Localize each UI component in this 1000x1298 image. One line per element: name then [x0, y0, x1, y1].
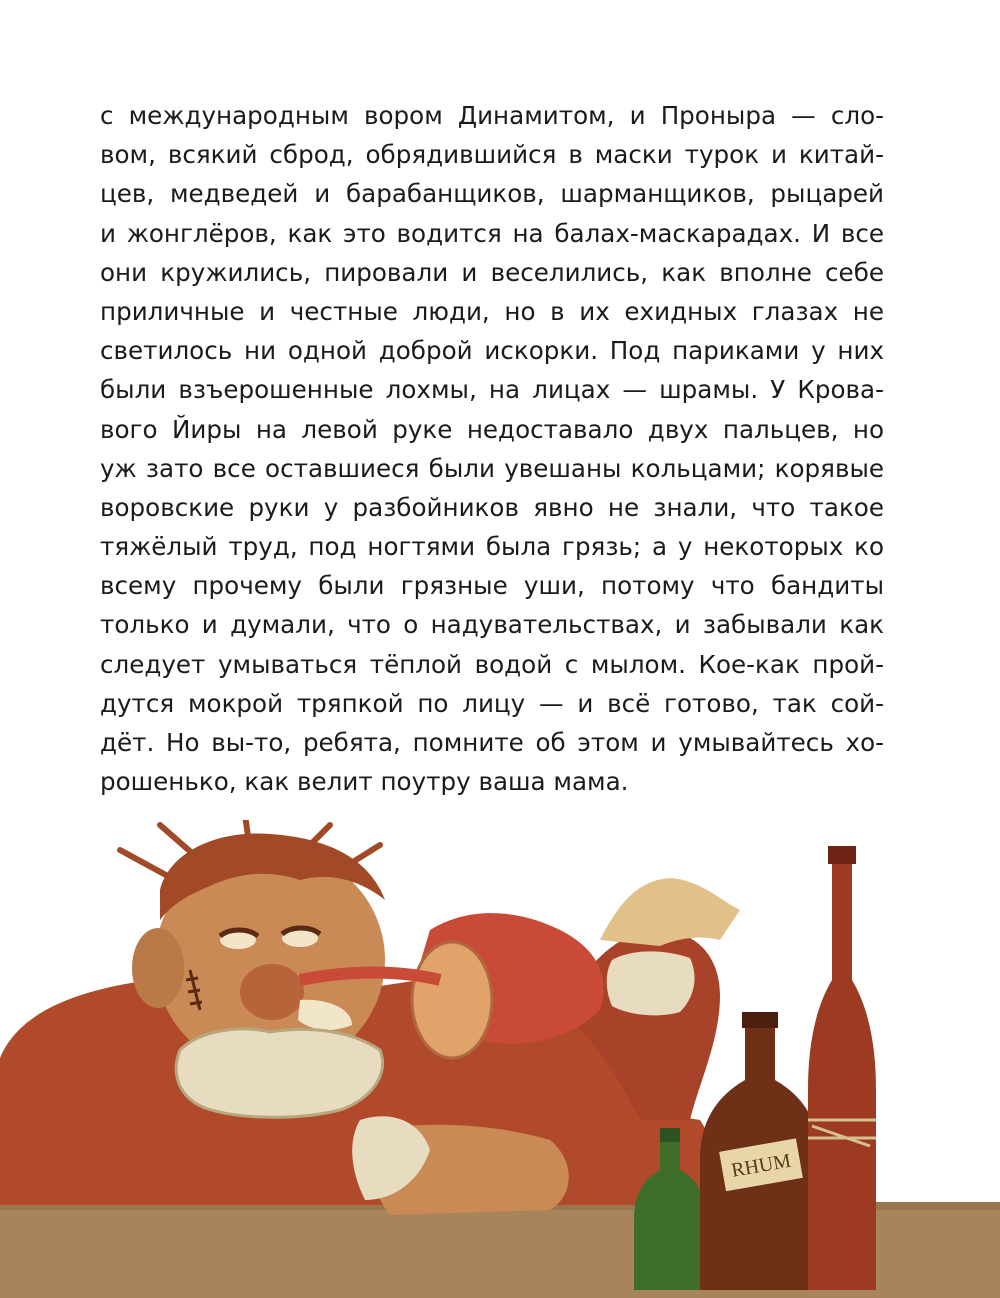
text-line: были взъерошенные лохмы, на лицах — шрамы. У Крова- [100, 375, 884, 405]
text-line: уж зато все оставшиеся были увешаны кольцами; корявые [100, 453, 884, 483]
text-line: только и думали, что о надувательствах, и забывали как [100, 610, 884, 640]
bandit-nose [240, 964, 304, 1020]
text-line: приличные и честные люди, но в их ехидных глазах не [100, 296, 884, 326]
ruff-collar [176, 1029, 382, 1117]
text-line: с международным вором Динамитом, и Проныра — сло- [100, 101, 884, 130]
text-line: тяжёлый труд, под ногтями была грязь; а у некоторых ко [100, 532, 884, 562]
text-line: дутся мокрой тряпкой по лицу — и всё готово, так сой- [100, 688, 884, 718]
illustration-svg [0, 820, 1000, 1298]
text-line: они кружились, пировали и веселились, как вполне себе [100, 257, 884, 287]
bandit-illustration [0, 820, 1000, 1298]
text-line: вого Йиры на левой руке недоставало двух пальцев, но [100, 414, 884, 444]
text-line: цев, медведей и барабанщиков, шарманщиков, рыцарей [100, 179, 884, 209]
text-line: вом, всякий сброд, обрядившийся в маски турок и китай- [100, 140, 884, 170]
text-line: воровские руки у разбойников явно не знали, что такое [100, 492, 884, 522]
text-line: светилось ни одной доброй искорки. Под париками у них [100, 336, 884, 366]
text-line: следует умываться тёплой водой с мылом. Кое-как прой- [100, 649, 884, 679]
body-text [100, 96, 884, 801]
text-line: всему прочему были грязные уши, потому что бандиты [100, 571, 884, 601]
text-line: и жонглёров, как это водится на балах-маскарадах. И все [100, 218, 884, 248]
text-line: дёт. Но вы-то, ребята, помните об этом и умывайтесь хо- [100, 728, 884, 757]
bottle-red [808, 860, 876, 1290]
text-line: рошенько, как велит поутру ваша мама. [100, 767, 629, 797]
rhum-label-text: RHUM [729, 1149, 793, 1182]
